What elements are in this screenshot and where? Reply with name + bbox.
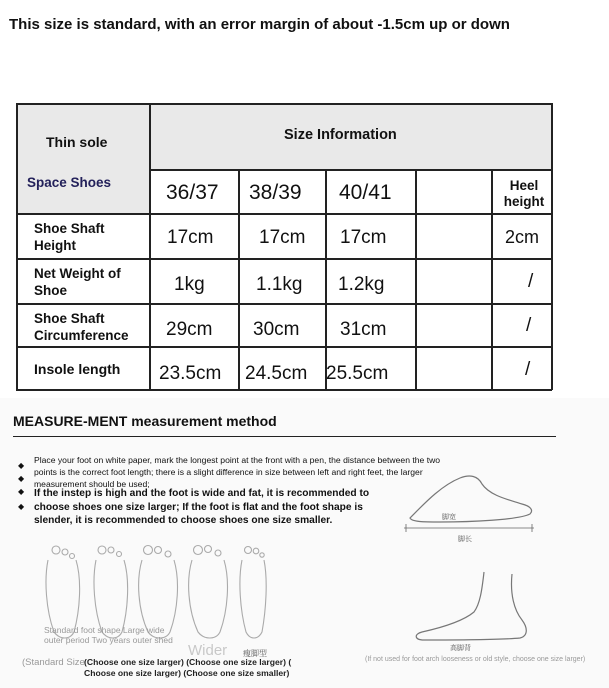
foot-width-label: 脚宽 — [442, 514, 456, 521]
table-rule — [149, 103, 151, 390]
size-value: 1.2kg — [338, 274, 385, 295]
heel-value: / — [526, 315, 532, 336]
foot-shape-caption: (Choose one size larger) (Choose one size larger) ( — [84, 657, 292, 667]
table-rule — [16, 303, 552, 305]
measurement-instructions: Place your foot on white paper, mark the longest point at the front with a pen, the distance between the two points is the correct foot length; there is a slight difference in size between left and right feet, the larger measurement should be used; — [34, 455, 441, 489]
size-value: 17cm — [340, 227, 387, 248]
heel-height-header: Heel height — [503, 178, 545, 209]
row-label: Insole length — [34, 361, 121, 377]
size-value: 1kg — [174, 274, 205, 295]
size-value: 17cm — [167, 227, 214, 248]
sole-type-label: Thin sole — [46, 134, 108, 150]
table-rule — [16, 389, 552, 391]
table-rule — [16, 103, 18, 390]
foot-shape-caption: Choose one size larger) (Choose one size smaller) — [84, 668, 290, 678]
instep-note: (If not used for foot arch looseness or old style, choose one size larger) — [365, 656, 586, 663]
table-rule — [16, 346, 552, 348]
table-rule — [415, 169, 417, 390]
wider-label: Wider — [188, 642, 228, 659]
fit-recommendation: If the instep is high and the foot is wide and fat, it is recommended to choose shoes one size larger; If the foot is flat and the foot shape is slender, it is recommended to choose shoes one size smaller. — [34, 488, 370, 527]
instep-label: 高脚背 — [450, 645, 471, 652]
section-divider — [13, 436, 556, 437]
size-value: 25.5cm — [326, 363, 389, 384]
table-rule — [238, 169, 240, 390]
heel-value: / — [525, 359, 531, 380]
thin-foot-label: 瘦脚型 — [243, 649, 267, 658]
heel-value: / — [528, 271, 534, 292]
size-table — [16, 103, 552, 390]
table-rule — [16, 258, 552, 260]
size-header: 36/37 — [166, 181, 219, 204]
size-value: 1.1kg — [256, 274, 303, 295]
measurement-title: MEASURE-MENT measurement method — [13, 413, 277, 429]
diamond-bullet-icon: ◆ — [18, 487, 25, 496]
instep-illustration — [410, 570, 540, 646]
table-label-background — [16, 103, 149, 213]
row-label: Shoe Shaft Circumference — [34, 311, 129, 343]
diamond-bullet-icon: ◆ — [18, 502, 25, 511]
size-value: 31cm — [340, 319, 387, 340]
page-headline: This size is standard, with an error margin of about -1.5cm up or down — [9, 16, 510, 33]
standard-size-label: (Standard Size — [22, 657, 85, 668]
table-rule — [325, 169, 327, 390]
size-value: 17cm — [259, 227, 306, 248]
size-value: 30cm — [253, 319, 300, 340]
table-rule — [16, 103, 552, 105]
table-rule — [491, 169, 493, 390]
size-value: 23.5cm — [159, 363, 222, 384]
size-header: 40/41 — [339, 181, 392, 204]
foot-shapes-note: Standard foot shape Large wide outer period Two years outer shed — [44, 625, 173, 645]
row-label: Net Weight of Shoe — [34, 266, 121, 298]
size-header: 38/39 — [249, 181, 302, 204]
diamond-bullet-icon: ◆ — [18, 461, 25, 470]
row-label: Shoe Shaft Height — [34, 221, 105, 253]
style-name-label: Space Shoes — [27, 175, 112, 190]
table-rule — [551, 103, 553, 390]
diamond-bullet-icon: ◆ — [18, 474, 25, 483]
heel-value: 2cm — [505, 227, 540, 247]
size-information-header: Size Information — [284, 127, 397, 143]
size-value: 24.5cm — [245, 363, 308, 384]
table-rule — [16, 213, 552, 215]
size-value: 29cm — [166, 319, 213, 340]
foot-length-label: 脚长 — [458, 536, 472, 543]
